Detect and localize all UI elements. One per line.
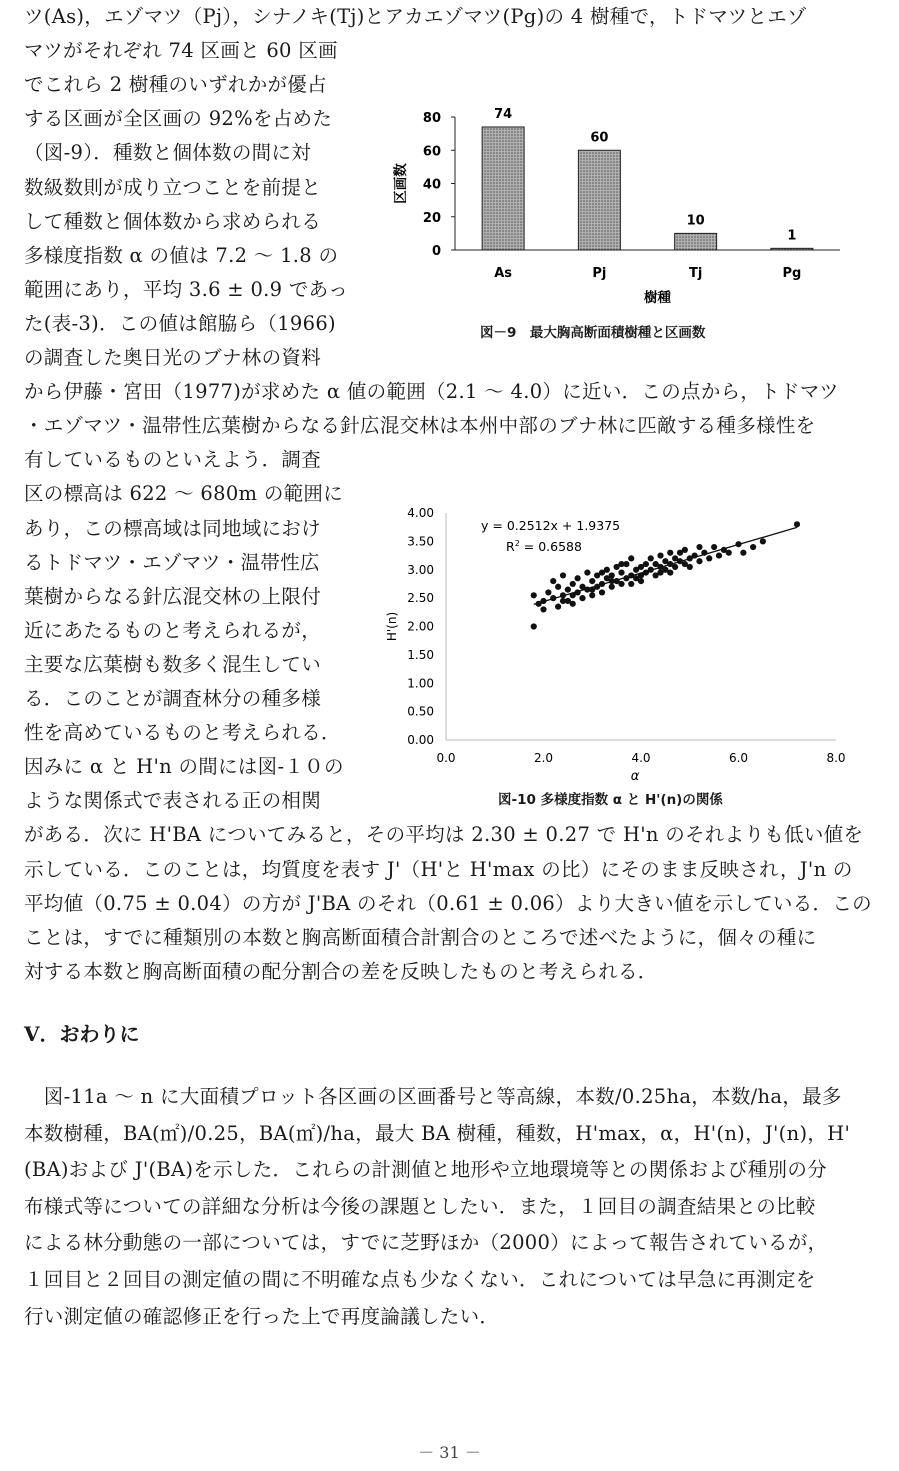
text-line: 範囲にあり，平均 3.6 ± 0.9 であっ <box>24 277 349 301</box>
data-point <box>555 604 561 610</box>
data-point <box>672 564 678 570</box>
y-tick-label: 2.00 <box>407 619 434 634</box>
data-point <box>667 569 673 575</box>
text-line: 多様度指数 α の値は 7.2 ～ 1.8 の <box>24 243 339 267</box>
text-line: 本数樹種，BA(㎡)/0.25，BA(㎡)/ha，最大 BA 樹種，種数，H'max，α，H'(n)，J'(n)，H' <box>24 1121 851 1145</box>
data-point <box>643 561 649 567</box>
text-line: ・エゾマツ・温帯性広葉樹からなる針広混交林は本州中部のブナ林に匹敵する種多様性を <box>24 414 816 438</box>
data-point <box>750 544 756 550</box>
data-point <box>609 584 615 590</box>
text-line: して種数と個体数から求められる <box>24 209 322 233</box>
data-point <box>667 550 673 556</box>
x-axis-title: α <box>630 769 640 784</box>
text-line: るトドマツ・エゾマツ・温帯性広 <box>24 550 320 574</box>
data-point <box>696 544 702 550</box>
text-line: 行い測定値の確認修正を行った上で再度論議したい． <box>24 1304 500 1328</box>
scatter-chart-figure-10 <box>378 500 858 785</box>
bar-value-label: 10 <box>686 213 705 229</box>
data-point <box>584 569 590 575</box>
y-tick-label: 60 <box>422 144 441 160</box>
data-point <box>545 589 551 595</box>
data-point <box>531 592 537 598</box>
text-line: 有しているものといえよう．調査 <box>24 448 322 472</box>
bar-Pg <box>771 248 813 250</box>
data-point <box>560 598 566 604</box>
y-tick-label: 2.50 <box>407 591 434 606</box>
y-tick-label: 20 <box>422 210 441 226</box>
data-point <box>599 569 605 575</box>
data-point <box>618 581 624 587</box>
text-line: 因みに α と H'n の間には図-１０の <box>24 755 344 779</box>
text-line: 示している．このことは，均質度を表す J'（H'と H'max の比）にそのまま反映され，J'n の <box>24 857 853 881</box>
text-line: する区画が全区画の 92%を占めた <box>24 107 333 131</box>
data-point <box>682 547 688 553</box>
text-line: る．このことが調査林分の種多様 <box>24 687 322 710</box>
text-line: 近にあたるものと考えられるが， <box>24 618 322 642</box>
r-squared-label <box>506 539 582 554</box>
y-tick-label: 3.50 <box>407 534 434 549</box>
x-tick-label: Tj <box>688 266 703 281</box>
text-line: (BA)および J'(BA)を示した．これらの計測値と地形や立地環境等との関係および種別の分 <box>24 1158 827 1182</box>
bar-Pj <box>578 150 620 250</box>
data-point <box>760 538 766 544</box>
text-line: がある．次に H'BA についてみると，その平均は 2.30 ± 0.27 で H'n のそれよりも低い値を <box>24 823 864 847</box>
y-tick-label: 3.00 <box>407 562 434 577</box>
data-point <box>570 601 576 607</box>
data-point <box>696 558 702 564</box>
text-line: でこれら 2 樹種のいずれかが優占 <box>24 73 327 97</box>
regression-equation: y = 0.2512x + 1.9375 <box>481 518 621 533</box>
data-point <box>648 555 654 561</box>
bar-As <box>482 127 524 250</box>
bar-chart-figure-9 <box>385 95 855 317</box>
x-tick-label: Pj <box>592 266 607 281</box>
text-line: ような関係式で表される正の相関 <box>24 789 322 813</box>
data-point <box>740 550 746 556</box>
figure-9-caption: 図－9 最大胸高断面積樹種と区画数 <box>480 325 706 341</box>
data-point <box>628 581 634 587</box>
bar-value-label: 1 <box>787 228 797 244</box>
y-tick-label: 0 <box>431 244 441 259</box>
data-point <box>618 569 624 575</box>
text-line: 性を高めているものと考えられる． <box>24 721 341 745</box>
text-line: 図-11a ～ n に大面積プロット各区画の区画番号と等高線，本数/0.25ha，本数/ha，最多 <box>24 1085 842 1108</box>
y-tick-label: 4.00 <box>407 506 434 520</box>
data-point <box>609 572 615 578</box>
r-squared-value: = 0.6588 <box>519 539 582 554</box>
y-tick-label: 40 <box>422 177 441 193</box>
r-superscript: 2 <box>514 539 520 548</box>
text-line: 平均値（0.75 ± 0.04）の方が J'BA のそれ（0.61 ± 0.06）より大きい値を示している．この <box>24 891 872 915</box>
x-tick-label: Pg <box>782 266 802 281</box>
data-point <box>716 552 722 558</box>
data-point <box>687 564 693 570</box>
data-point <box>618 561 624 567</box>
bar-value-label: 74 <box>494 106 513 122</box>
data-point <box>628 555 634 561</box>
x-tick-label: 0.0 <box>436 751 456 765</box>
text-line: 数級数則が成り立つことを前提と <box>24 175 322 199</box>
y-axis-title: 区画数 <box>393 163 409 204</box>
data-point <box>638 578 644 584</box>
data-point <box>565 587 571 593</box>
text-line: 対する本数と胸高断面積の配分割合の差を反映したものと考えられる． <box>24 959 658 983</box>
data-point <box>711 544 717 550</box>
data-point <box>560 572 566 578</box>
text-line: あり，この標高域は同地域におけ <box>24 516 322 540</box>
y-tick-label: 0.50 <box>407 704 434 719</box>
data-point <box>575 575 581 581</box>
x-tick-label: 2.0 <box>533 751 554 765</box>
figure-10-caption: 図-10 多様度指数 α と H'(n)の関係 <box>498 792 723 808</box>
text-line: た(表-3)．この値は館脇ら（1966) <box>24 311 336 335</box>
x-axis-title: 樹種 <box>644 290 671 306</box>
data-point <box>726 550 732 556</box>
data-point <box>657 552 663 558</box>
data-point <box>589 578 595 584</box>
text-line: マツがそれぞれ 74 区画と 60 区画 <box>24 39 338 63</box>
text-line: 布様式等についての詳細な分析は今後の課題としたい．また，１回目の調査結果との比較 <box>24 1194 816 1218</box>
bar-value-label: 60 <box>590 130 609 146</box>
section-heading: V．おわりに <box>24 1022 140 1046</box>
bar-Tj <box>675 233 717 250</box>
y-tick-label: 1.00 <box>407 676 434 691</box>
text-line: の調査した奥日光のブナ林の資料 <box>24 346 322 369</box>
text-line: １回目と２回目の測定値の間に不明確な点も少なくない．これについては早急に再測定を <box>24 1268 816 1291</box>
y-axis-title: H'(n) <box>385 611 399 642</box>
data-point <box>706 555 712 561</box>
text-line: ツ(As)，エゾマツ（Pj），シナノキ(Tj)とアカエゾマツ(Pg)の 4 樹種で，トドマツとエゾ <box>24 5 807 28</box>
x-tick-label: 6.0 <box>728 751 749 765</box>
data-point <box>657 569 663 575</box>
data-point <box>555 584 561 590</box>
data-point <box>589 592 595 598</box>
page-number: － 31 － <box>418 1443 481 1462</box>
text-line: ことは，すでに種類別の本数と胸高断面積合計割合のところで述べたように，個々の種に <box>24 925 817 949</box>
y-tick-label: 0.00 <box>407 733 434 747</box>
data-point <box>579 595 585 601</box>
r-symbol: R <box>506 539 515 554</box>
data-point <box>540 606 546 612</box>
data-point <box>570 581 576 587</box>
data-point <box>599 589 605 595</box>
y-tick-label: 1.50 <box>407 647 434 662</box>
text-line: による林分動態の一部については，すでに芝野ほか（2000）によって報告されているが， <box>24 1231 828 1255</box>
text-line: 主要な広葉樹も数多く混生してい <box>24 652 322 676</box>
data-point <box>794 521 800 527</box>
x-tick-label: 4.0 <box>631 751 651 765</box>
text-line: （図-9）．種数と個体数の間に対 <box>24 141 312 165</box>
text-line: から伊藤・宮田（1977)が求めた α 値の範囲（2.1 ～ 4.0）に近い．この点から，トドマツ <box>24 380 839 404</box>
data-point <box>550 578 556 584</box>
x-tick-label: As <box>494 266 513 281</box>
text-line: 区の標高は 622 ～ 680m の範囲に <box>24 482 344 506</box>
data-point <box>531 623 537 629</box>
text-line: 葉樹からなる針広混交林の上限付 <box>24 584 322 608</box>
x-tick-label: 8.0 <box>826 751 846 765</box>
y-tick-label: 80 <box>422 111 441 126</box>
